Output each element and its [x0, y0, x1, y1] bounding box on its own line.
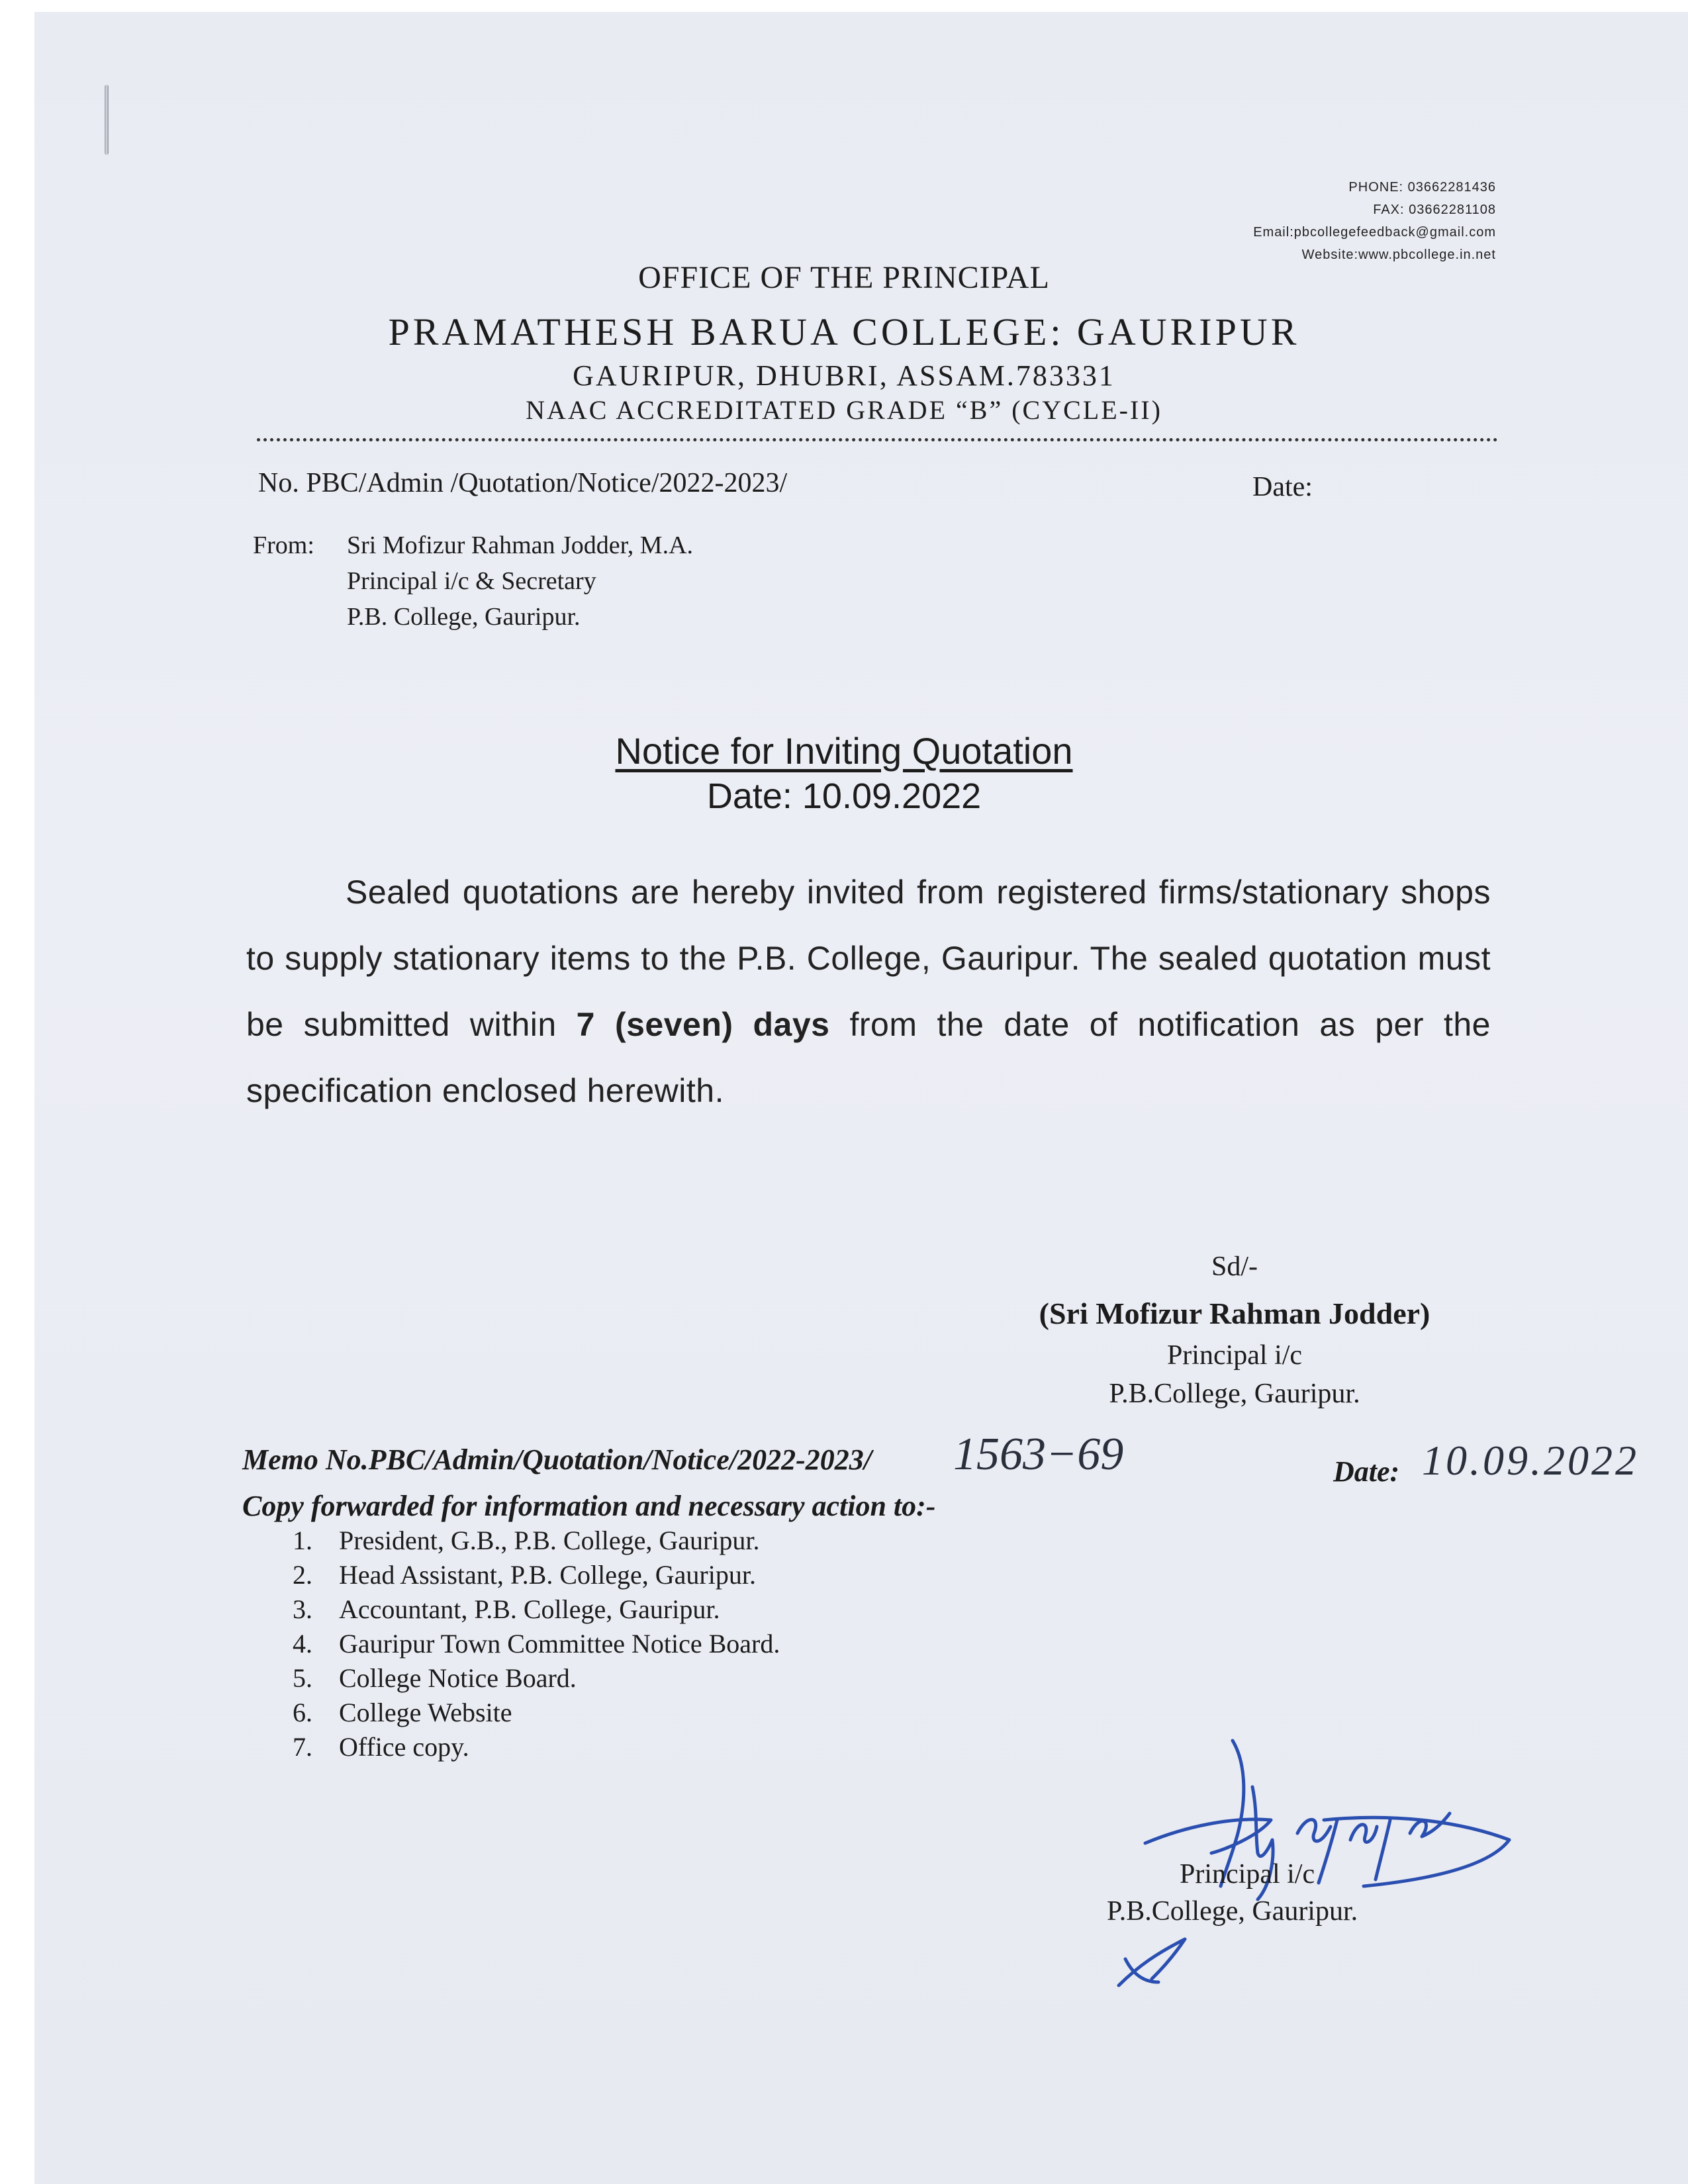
signatory-name: (Sri Mofizur Rahman Jodder) — [1039, 1297, 1430, 1330]
sd-mark: Sd/- — [1211, 1251, 1258, 1282]
recipient-item: Head Assistant, P.B. College, Gauripur. — [339, 1560, 756, 1590]
phone-line: PHONE: 03662281436 — [1348, 180, 1496, 195]
recipient-number: 6. — [293, 1698, 312, 1727]
email-line: Email:pbcollegefeedback@gmail.com — [1253, 225, 1496, 240]
header-divider — [257, 438, 1498, 445]
signatory-title: Principal i/c — [1166, 1340, 1303, 1371]
final-signatory-title: Principal i/c — [1180, 1859, 1315, 1889]
notice-title: Notice for Inviting Quotation — [615, 730, 1073, 772]
recipient-item: Accountant, P.B. College, Gauripur. — [339, 1594, 720, 1624]
notice-date: Date: 10.09.2022 — [706, 776, 982, 816]
from-label: From: — [253, 531, 314, 559]
staple-mark — [105, 85, 109, 155]
recipient-item: College Notice Board. — [339, 1663, 577, 1693]
notice-body — [246, 859, 1491, 1124]
recipient-number: 5. — [293, 1663, 312, 1693]
recipient-number: 4. — [293, 1629, 312, 1659]
naac-grade: NAAC ACCREDITATED GRADE “B” (CYCLE-II) — [526, 395, 1162, 425]
memo-date-label: Date: — [1333, 1455, 1400, 1488]
final-signatory-college: P.B.College, Gauripur. — [1107, 1896, 1358, 1927]
recipient-number: 3. — [293, 1594, 312, 1624]
college-name: PRAMATHESH BARUA COLLEGE: GAURIPUR — [388, 310, 1300, 353]
reference-number: No. PBC/Admin /Quotation/Notice/2022-2023/ — [258, 468, 788, 498]
notice-body-text-end: from the date of notification as per the specification enclosed herewith. — [246, 1006, 1491, 1109]
recipient-item: College Website — [339, 1698, 512, 1727]
copy-forwarded-heading: Copy forwarded for information and necessary action to:- — [242, 1490, 936, 1522]
memo-handwritten-number: 1563−69 — [953, 1429, 1124, 1480]
college-address: GAURIPUR, DHUBRI, ASSAM.783331 — [573, 359, 1115, 392]
recipient-number: 1. — [293, 1525, 312, 1555]
office-heading: OFFICE OF THE PRINCIPAL — [638, 260, 1050, 295]
recipient-item: Gauripur Town Committee Notice Board. — [339, 1629, 780, 1659]
from-designation: Principal i/c & Secretary — [347, 567, 596, 595]
from-college: P.B. College, Gauripur. — [347, 603, 581, 631]
recipient-item: President, G.B., P.B. College, Gauripur. — [339, 1525, 760, 1555]
recipient-number: 7. — [293, 1732, 312, 1762]
from-name: Sri Mofizur Rahman Jodder, M.A. — [347, 531, 694, 559]
memo-handwritten-date: 10.09.2022 — [1422, 1437, 1639, 1484]
notice-deadline: 7 (seven) days — [576, 1006, 830, 1043]
notice-body-text: Sealed quotations are hereby invited from registered firms/stationary shops to supply stationary items to the P.B. College, Gauripur. The sealed quotation must be submitted within — [246, 874, 1491, 1043]
memo-number: Memo No.PBC/Admin/Quotation/Notice/2022-2023/ — [242, 1443, 872, 1476]
signatory-college: P.B.College, Gauripur. — [1109, 1379, 1360, 1409]
website-line: Website:www.pbcollege.in.net — [1301, 248, 1496, 262]
reference-date-label: Date: — [1252, 472, 1313, 502]
recipient-number: 2. — [293, 1560, 312, 1590]
fax-line: FAX: 03662281108 — [1373, 203, 1496, 217]
recipient-item: Office copy. — [339, 1732, 469, 1762]
